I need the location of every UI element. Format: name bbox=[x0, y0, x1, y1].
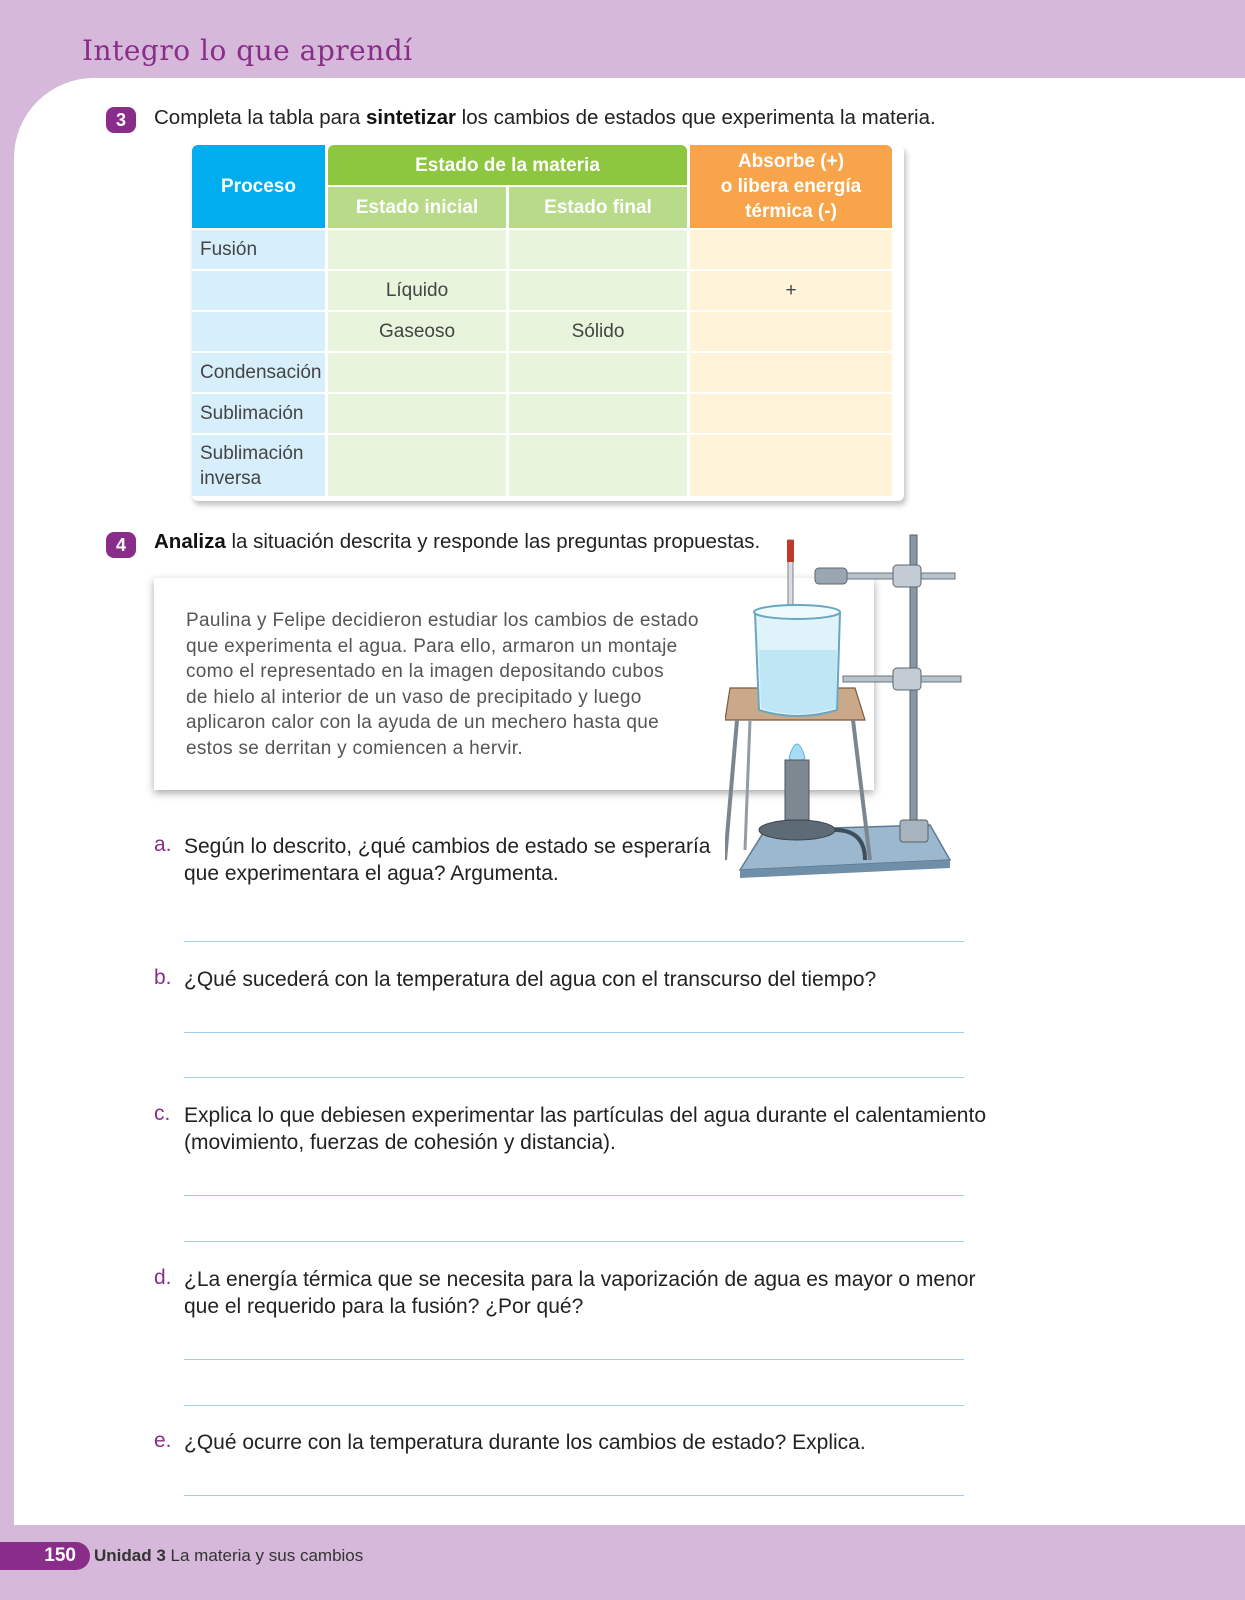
table-cell-energia[interactable] bbox=[690, 353, 892, 392]
header-energia-line3: térmica (-) bbox=[745, 201, 837, 222]
lab-apparatus-illustration bbox=[725, 530, 985, 900]
question-d-text bbox=[184, 1266, 975, 1320]
table-cell-final[interactable] bbox=[509, 394, 687, 433]
header-energia-line1: Absorbe (+) bbox=[737, 151, 845, 172]
answer-line[interactable] bbox=[184, 941, 964, 942]
question-line: Según lo descrito, ¿qué cambios de estado se esperaría bbox=[184, 835, 711, 858]
table-cell-inicial[interactable] bbox=[328, 394, 506, 433]
page-sheet-edge bbox=[14, 808, 34, 1525]
header-energia bbox=[690, 145, 892, 228]
header-estado-inicial: Estado inicial bbox=[328, 187, 506, 228]
situation-text bbox=[186, 608, 746, 761]
question-4-text: Analiza la situación descrita y responde las preguntas propuestas. bbox=[154, 530, 761, 553]
question-letter: b. bbox=[154, 966, 172, 989]
situation-line: que experimenta el agua. Para ello, armaron un montaje bbox=[186, 635, 678, 657]
table-cell-final[interactable] bbox=[509, 353, 687, 392]
page-number: 150 bbox=[0, 1542, 90, 1570]
states-table bbox=[192, 145, 904, 501]
footer-unit: Unidad 3 La materia y sus cambios bbox=[94, 1546, 364, 1565]
answer-line[interactable] bbox=[184, 1077, 964, 1078]
header-estado-materia: Estado de la materia bbox=[328, 145, 687, 185]
question-line: Explica lo que debiesen experimentar las partículas del agua durante el calentamiento bbox=[184, 1104, 986, 1127]
question-letter: e. bbox=[154, 1429, 172, 1452]
table-cell-inicial: Gaseoso bbox=[328, 312, 506, 351]
answer-line[interactable] bbox=[184, 1241, 964, 1242]
table-cell-inicial[interactable] bbox=[328, 435, 506, 496]
table-cell-proceso: Fusión bbox=[192, 230, 325, 269]
question-line: ¿La energía térmica que se necesita para la vaporización de agua es mayor o menor bbox=[184, 1268, 976, 1291]
question-letter: d. bbox=[154, 1266, 172, 1289]
table-cell-energia[interactable] bbox=[690, 435, 892, 496]
table-cell-energia[interactable] bbox=[690, 230, 892, 269]
proceso-line2: inversa bbox=[200, 467, 262, 489]
table-cell-final[interactable] bbox=[509, 435, 687, 496]
answer-line[interactable] bbox=[184, 1405, 964, 1406]
table-cell-final[interactable] bbox=[509, 271, 687, 310]
situation-line: estos se derritan y comiencen a hervir. bbox=[186, 737, 523, 759]
table-cell-inicial[interactable] bbox=[328, 353, 506, 392]
table-cell-proceso[interactable] bbox=[192, 271, 325, 310]
header-estado-final: Estado final bbox=[509, 187, 687, 228]
question-line: que experimentara el agua? Argumenta. bbox=[184, 862, 559, 885]
answer-line[interactable] bbox=[184, 1195, 964, 1196]
question-letter: a. bbox=[154, 833, 172, 856]
answer-line[interactable] bbox=[184, 1359, 964, 1360]
question-3-badge: 3 bbox=[106, 107, 136, 133]
answer-line[interactable] bbox=[184, 1032, 964, 1033]
answer-line[interactable] bbox=[184, 1495, 964, 1496]
question-line: que el requerido para la fusión? ¿Por qué? bbox=[184, 1295, 584, 1318]
header-proceso: Proceso bbox=[192, 145, 325, 228]
question-3-text: Completa la tabla para sintetizar los cambios de estados que experimenta la materia. bbox=[154, 106, 936, 129]
proceso-line1: Sublimación bbox=[200, 442, 304, 464]
question-c-text bbox=[184, 1102, 986, 1156]
table-cell-proceso bbox=[192, 435, 325, 496]
table-cell-proceso: Condensación bbox=[192, 353, 325, 392]
left-strip bbox=[0, 78, 14, 808]
table-cell-proceso[interactable] bbox=[192, 312, 325, 351]
table-cell-final: Sólido bbox=[509, 312, 687, 351]
table-cell-proceso: Sublimación bbox=[192, 394, 325, 433]
question-letter: c. bbox=[154, 1102, 171, 1125]
question-line: ¿Qué sucederá con la temperatura del agua con el transcurso del tiempo? bbox=[184, 968, 877, 991]
question-line: (movimiento, fuerzas de cohesión y distancia). bbox=[184, 1131, 616, 1154]
question-line: ¿Qué ocurre con la temperatura durante los cambios de estado? Explica. bbox=[184, 1431, 866, 1454]
situation-line: como el representado en la imagen depositando cubos bbox=[186, 661, 664, 682]
table-cell-inicial: Líquido bbox=[328, 271, 506, 310]
situation-line: Paulina y Felipe decidieron estudiar los cambios de estado bbox=[186, 610, 699, 631]
table-cell-energia[interactable] bbox=[690, 312, 892, 351]
table-cell-inicial[interactable] bbox=[328, 230, 506, 269]
question-a-text bbox=[184, 833, 710, 887]
question-4-badge: 4 bbox=[106, 532, 136, 558]
situation-line: aplicaron calor con la ayuda de un mechero hasta que bbox=[186, 712, 659, 733]
table-cell-final[interactable] bbox=[509, 230, 687, 269]
header-energia-line2: o libera energía bbox=[720, 176, 862, 197]
page-title: Integro lo que aprendí bbox=[82, 34, 413, 67]
question-e-text bbox=[184, 1429, 866, 1456]
question-b-text bbox=[184, 966, 876, 993]
table-cell-energia[interactable] bbox=[690, 394, 892, 433]
situation-line: de hielo al interior de un vaso de precipitado y luego bbox=[186, 686, 642, 708]
table-cell-energia: + bbox=[690, 271, 892, 310]
